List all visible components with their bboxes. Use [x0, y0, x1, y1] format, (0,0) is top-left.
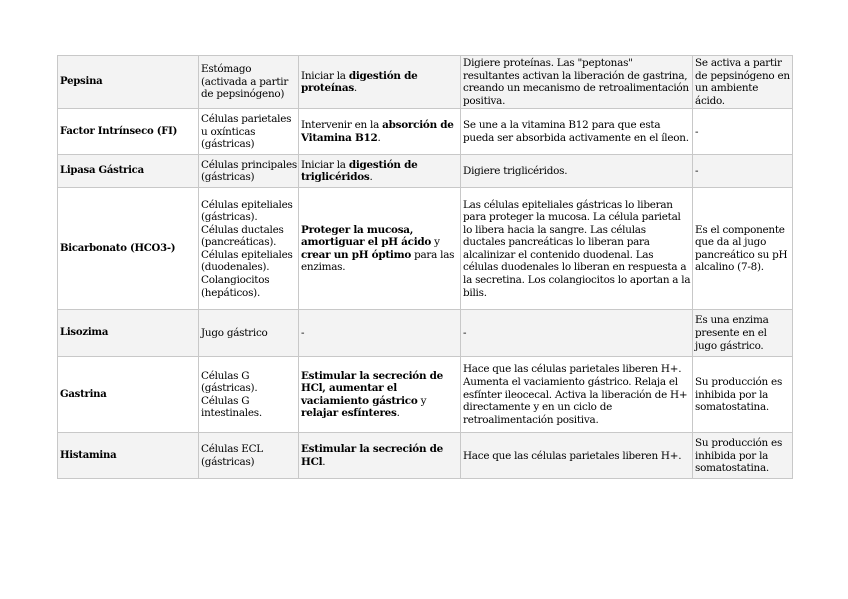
secretion-mechanism: Las células epiteliales gástricas lo liberan para proteger la mucosa. La célula parietal lo libera hacia la sangre. Las células ductales pancreáticas lo liberan para alcalinizar el contenido duodenal. Las células duodenales lo liberan en respuesta a la secretina. Los colangiocitos lo aportan a la bilis. — [461, 188, 693, 310]
table-row — [58, 357, 793, 433]
function-emphasis: relajar esfínteres — [301, 407, 397, 420]
function-emphasis: Proteger la mucosa, amortiguar el pH ácido — [301, 223, 432, 249]
function-text: . — [322, 455, 326, 468]
secretion-mechanism: Hace que las células parietales liberen H+. Aumenta el vaciamiento gástrico. Relaja el esfínter ileocecal. Activa la liberación de H+ directamente y en un ciclo de retroalimentación positiva. — [461, 357, 693, 433]
function-text: . — [353, 82, 357, 95]
secretion-origin: Células G (gástricas). Células G intestinales. — [199, 357, 299, 433]
secretion-mechanism: Hace que las células parietales liberen H+. — [461, 433, 693, 479]
table-row — [58, 188, 793, 310]
secretion-regulation: - — [693, 109, 793, 155]
secretion-function — [299, 155, 461, 188]
function-text: y — [417, 394, 427, 407]
function-emphasis: Estimular la secreción de HCl — [301, 443, 444, 468]
secretion-regulation: Es una enzima presente en el jugo gástrico. — [693, 310, 793, 357]
secretion-function — [299, 357, 461, 433]
secretion-regulation: - — [693, 155, 793, 188]
function-emphasis: Estimular la secreción de HCl, aumentar el vaciamiento gástrico — [301, 369, 444, 407]
function-text: Intervenir en la — [301, 119, 383, 132]
function-text: y — [431, 236, 440, 249]
table-row — [58, 310, 793, 357]
function-text: . — [369, 171, 373, 184]
function-text: Iniciar la — [301, 69, 349, 82]
secretion-name: Factor Intrínseco (FI) — [58, 109, 199, 155]
secretion-origin: Células principales (gástricas) — [199, 155, 299, 188]
secretion-mechanism: Se une a la vitamina B12 para que esta pueda ser absorbida activamente en el íleon. — [461, 109, 693, 155]
secretion-function — [299, 56, 461, 109]
secretion-origin: Células parietales u oxínticas (gástricas) — [199, 109, 299, 155]
secretion-origin: Jugo gástrico — [199, 310, 299, 357]
table-row — [58, 109, 793, 155]
function-text: Iniciar la — [301, 158, 349, 171]
secretion-name: Bicarbonato (HCO3-) — [58, 188, 199, 310]
secretion-function: - — [299, 310, 461, 357]
secretion-name: Pepsina — [58, 56, 199, 109]
secretion-regulation: Su producción es inhibida por la somatostatina. — [693, 357, 793, 433]
secretion-regulation: Es el componente que da al jugo pancreático su pH alcalino (7-8). — [693, 188, 793, 310]
secretion-name: Lipasa Gástrica — [58, 155, 199, 188]
function-text: para las enzimas. — [301, 248, 455, 274]
secretion-mechanism: - — [461, 310, 693, 357]
function-emphasis: digestión de proteínas — [301, 69, 418, 95]
secretion-name: Histamina — [58, 433, 199, 479]
secretion-name: Gastrina — [58, 357, 199, 433]
table-row — [58, 155, 793, 188]
secretion-mechanism: Digiere proteínas. Las "peptonas" resultantes activan la liberación de gastrina, creando un mecanismo de retroalimentación positiva. — [461, 56, 693, 109]
secretion-regulation: Se activa a partir de pepsinógeno en un ambiente ácido. — [693, 56, 793, 109]
secretion-origin: Células ECL (gástricas) — [199, 433, 299, 479]
function-emphasis: crear un pH óptimo — [301, 248, 412, 261]
function-emphasis: absorción de Vitamina B12 — [301, 119, 454, 144]
secretion-origin: Estómago (activada a partir de pepsinógeno) — [199, 56, 299, 109]
secretions-table — [57, 55, 793, 479]
secretion-name: Lisozima — [58, 310, 199, 357]
secretion-regulation: Su producción es inhibida por la somatostatina. — [693, 433, 793, 479]
secretion-mechanism: Digiere triglicéridos. — [461, 155, 693, 188]
secretion-function — [299, 188, 461, 310]
secretion-function — [299, 109, 461, 155]
table-row — [58, 56, 793, 109]
secretion-origin: Células epiteliales (gástricas). Células ductales (pancreáticas). Células epiteliales (duodenales). Colangiocitos (hepáticos). — [199, 188, 299, 310]
table-row — [58, 433, 793, 479]
secretion-function — [299, 433, 461, 479]
function-emphasis: digestión de triglicéridos — [301, 158, 418, 184]
function-text: . — [396, 407, 400, 420]
function-text: . — [377, 131, 381, 144]
